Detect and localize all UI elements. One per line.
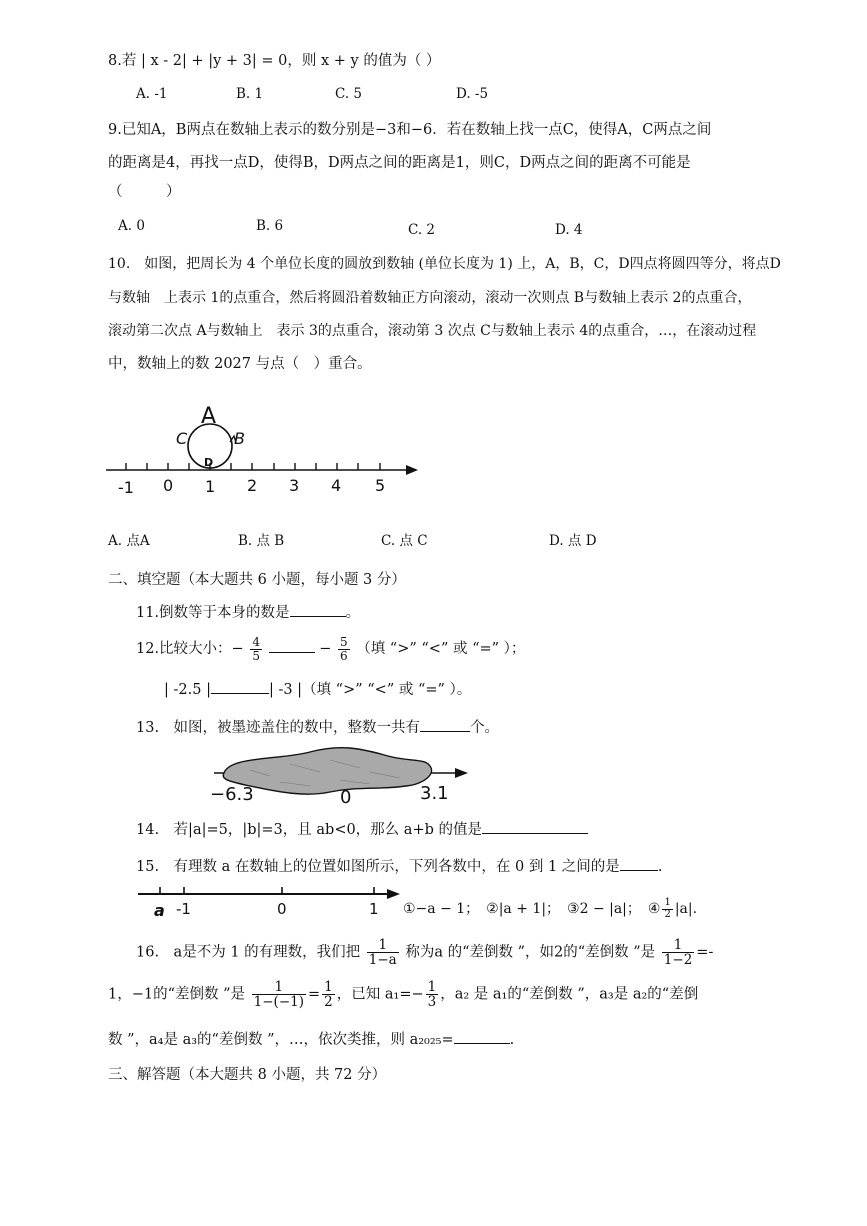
q15-end: . xyxy=(657,859,663,875)
q12-mid: − xyxy=(319,641,332,658)
q16-l2b: = xyxy=(308,986,321,1003)
q15-answer-blank[interactable] xyxy=(620,858,658,871)
q15-label-a: a xyxy=(154,901,165,920)
q12-fraction-2: $\frac{5}{6}$ xyxy=(339,635,348,663)
q10-rolling-circle-figure xyxy=(100,398,430,498)
q16-l2d: ，a₂ 是 a₁的“差倒数 ”，a₃是 a₂的“差倒 xyxy=(440,986,699,1003)
q10-tick-label: 3 xyxy=(289,476,300,495)
q15-choice4-tail: |a|. xyxy=(674,901,698,917)
q12-suffix: （填 “>” “<” 或 “=” ）； xyxy=(356,641,526,658)
q16-l2a: 1，−1的“差倒数 ”是 xyxy=(108,986,246,1003)
q16-l3-end: . xyxy=(509,1032,515,1048)
q8-option-a: A. -1 xyxy=(136,86,168,102)
q13-text: 13. 如图，被墨迹盖住的数中，整数一共有 xyxy=(136,720,421,736)
q12-prefix: 12.比较大小：− xyxy=(136,641,244,658)
q14 xyxy=(136,821,588,839)
q10-label-d: D xyxy=(204,456,214,469)
q10-line3: 滚动第二次点 A与数轴上 表示 3的点重合，滚动第 3 次点 C与数轴上表示 4的点重合，…，在滚动过程 xyxy=(108,323,757,339)
q16-l1c: =- xyxy=(696,944,714,961)
q15-label-one: 1 xyxy=(369,900,379,918)
q16-l3: 数 ”，a₄是 a₃的“差倒数 ”，…，依次类推，则 a₂₀₂₅= xyxy=(108,1032,454,1048)
q10-label-a: A xyxy=(201,404,217,429)
q8-option-c: C. 5 xyxy=(335,86,363,102)
q9-line3: （ ） xyxy=(108,184,181,200)
q11-answer-blank[interactable] xyxy=(290,604,346,617)
q10-option-a: A. 点A xyxy=(108,533,150,549)
q13-label-zero: 0 xyxy=(340,787,352,806)
q10-label-b: B xyxy=(234,429,245,448)
q10-tick-label: -1 xyxy=(118,478,134,497)
q12-line1 xyxy=(136,636,525,662)
q14-text: 14. 若|a|=5，|b|=3，且 ab<0，那么 a+b 的值是 xyxy=(136,822,482,838)
q15-choice4-fraction: $\frac{1}{2}$ xyxy=(664,897,671,920)
q10-label-c: C xyxy=(176,429,188,448)
q8-option-d: D. -5 xyxy=(456,86,489,102)
q10-line2: 与数轴 上表示 1的点重合，然后将圆沿着数轴正方向滚动，滚动一次则点 B与数轴上表示 2的点重合， xyxy=(108,290,752,306)
q12-fraction-1: $\frac{4}{5}$ xyxy=(252,635,260,663)
q13-answer-blank[interactable] xyxy=(420,719,470,732)
q10-tick-label: 0 xyxy=(163,476,174,495)
q16-answer-blank[interactable] xyxy=(454,1031,510,1044)
q16-line1 xyxy=(136,938,713,967)
q16-fraction-1: $\frac{1}{1-a}$ xyxy=(368,937,397,969)
q11-end: 。 xyxy=(345,605,361,621)
q12-answer-blank-1[interactable] xyxy=(269,640,315,653)
q16-l2c: ，已知 a₁=− xyxy=(336,986,424,1003)
q16-fraction-5: $\frac{1}{3}$ xyxy=(427,979,437,1011)
q15-choice-list: ①−a − 1； ②|a + 1|； ③2 − |a|； ④ xyxy=(403,901,661,917)
q9-option-c: C. 2 xyxy=(408,222,436,238)
q16-line2 xyxy=(108,980,698,1009)
q16-l1b: 称为a 的“差倒数 ”，如2的“差倒数 ”是 xyxy=(405,944,656,961)
q11-text: 11.倒数等于本身的数是 xyxy=(136,605,290,621)
q15 xyxy=(136,858,662,876)
q12-line2 xyxy=(164,681,471,699)
q8-stem: 8.若 | x - 2| + |y + 3| = 0，则 x + y 的值为（ ） xyxy=(108,53,441,69)
q13-ink-blot-figure xyxy=(210,742,480,806)
q15-choices xyxy=(403,898,697,920)
q15-label-minus-one: -1 xyxy=(176,900,191,918)
section-2-heading: 二、填空题（本大题共 6 小题，每小题 3 分） xyxy=(108,572,406,588)
q9-line2: 的距离是4，再找一点D，使得B，D两点之间的距离是1，则C，D两点之间的距离不可能是 xyxy=(108,155,691,171)
q10-option-b: B. 点 B xyxy=(238,533,285,549)
q13 xyxy=(136,719,499,737)
section-3-heading: 三、解答题（本大题共 8 小题，共 72 分） xyxy=(108,1067,387,1083)
q9-option-d: D. 4 xyxy=(555,222,583,238)
q15-label-zero: 0 xyxy=(277,900,287,918)
q16-fraction-2: $\frac{1}{1-2}$ xyxy=(663,937,693,969)
q13-label-left: −6.3 xyxy=(210,784,254,805)
q10-tick-label: 1 xyxy=(205,477,216,496)
q10-line4: 中，数轴上的数 2027 与点（ ）重合。 xyxy=(108,356,372,372)
q11 xyxy=(136,604,360,622)
q14-answer-blank[interactable] xyxy=(482,821,588,834)
q15-number-line-figure xyxy=(136,882,406,922)
q16-line3 xyxy=(108,1031,514,1049)
q9-line1: 9.已知A，B两点在数轴上表示的数分别是−3和−6．若在数轴上找一点C，使得A，C两点之间 xyxy=(108,122,712,138)
q16-fraction-3: $\frac{1}{1-(-1)}$ xyxy=(253,979,304,1011)
q13-label-right: 3.1 xyxy=(420,783,449,804)
q10-tick-label: 4 xyxy=(331,476,342,495)
q10-tick-label: 2 xyxy=(247,476,258,495)
q13-end: 个。 xyxy=(470,720,500,736)
q10-option-d: D. 点 D xyxy=(549,533,597,549)
q8-option-b: B. 1 xyxy=(236,86,264,102)
q10-tick-label: 5 xyxy=(375,476,386,495)
q16-fraction-4: $\frac{1}{2}$ xyxy=(324,979,333,1011)
q12-answer-blank-2[interactable] xyxy=(211,681,269,694)
q12-line2-left: | -2.5 | xyxy=(164,682,211,698)
q10-option-c: C. 点 C xyxy=(381,533,428,549)
q9-option-a: A. 0 xyxy=(118,218,145,234)
q15-text: 15. 有理数 a 在数轴上的位置如图所示，下列各数中，在 0 到 1 之间的是 xyxy=(136,859,620,875)
q16-l1a: 16. a是不为 1 的有理数，我们把 xyxy=(136,944,361,961)
q10-line1: 10. 如图，把周长为 4 个单位长度的圆放到数轴 (单位长度为 1) 上，A，B，C，D四点将圆四等分，将点D xyxy=(108,256,781,272)
q9-option-b: B. 6 xyxy=(256,218,284,234)
q12-line2-right: | -3 |（填 “>” “<” 或 “=” ）。 xyxy=(268,682,472,698)
